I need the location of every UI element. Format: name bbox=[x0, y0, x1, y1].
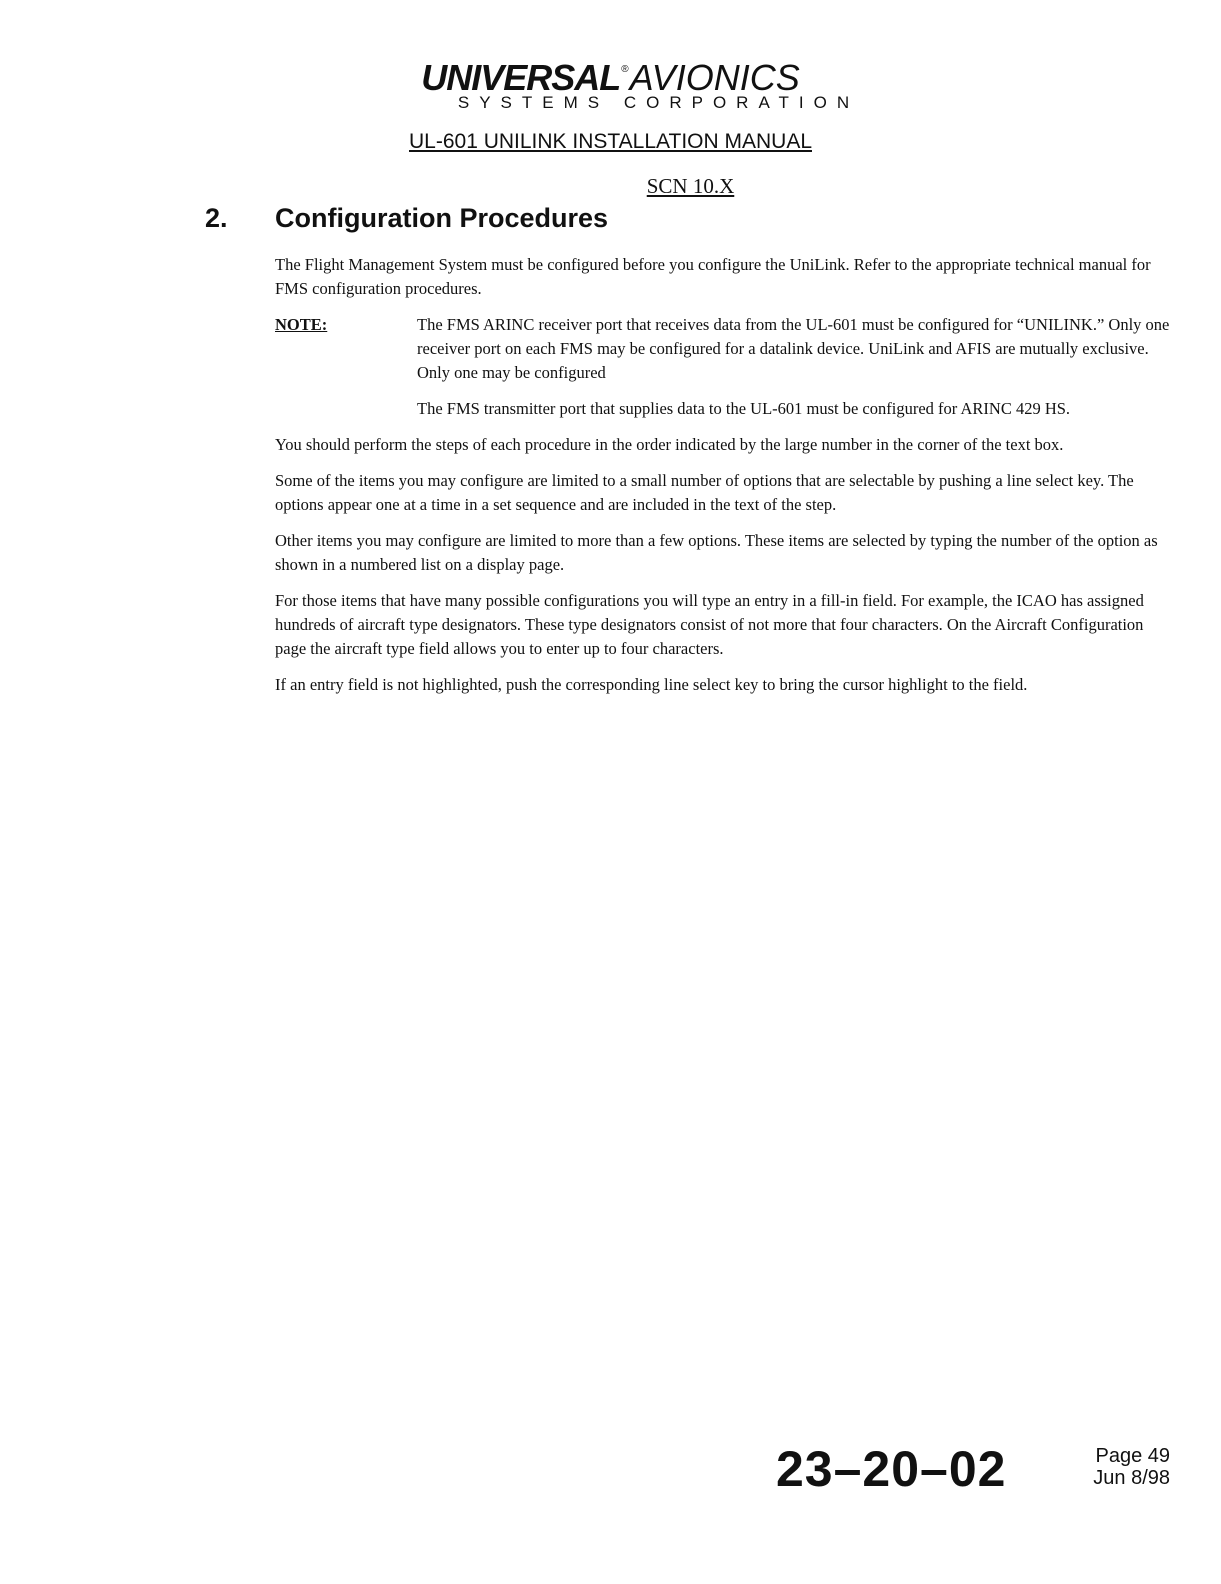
manual-title: UL-601 UNILINK INSTALLATION MANUAL bbox=[409, 130, 812, 153]
body-paragraph: Other items you may configure are limited to more than a few options. These items are selected by typing the number of the option as shown in a numbered list on a display page. bbox=[275, 531, 1158, 574]
company-logo bbox=[362, 57, 860, 112]
registered-mark: ® bbox=[621, 64, 629, 75]
body-paragraph: If an entry field is not highlighted, push the corresponding line select key to bring the cursor highlight to the field. bbox=[275, 675, 1028, 694]
section-body bbox=[275, 253, 1173, 709]
note-paragraph: The FMS transmitter port that supplies data to the UL-601 must be configured for ARINC 429 HS. bbox=[417, 399, 1071, 418]
logo-subtitle: SYSTEMS CORPORATION bbox=[457, 93, 860, 112]
logo-wordmark bbox=[362, 57, 859, 98]
section-number: 2. bbox=[205, 203, 228, 233]
note-body bbox=[417, 313, 1173, 421]
note-block bbox=[275, 313, 1173, 421]
scn-label: SCN 10.X bbox=[646, 174, 735, 198]
body-paragraph: Some of the items you may configure are limited to a small number of options that are selectable by pushing a line select key. The options appear one at a time in a set sequence and are included in the text of the step. bbox=[275, 471, 1134, 514]
page-header bbox=[0, 57, 1221, 113]
logo-product: AVIONICS bbox=[629, 57, 800, 98]
body-paragraph: You should perform the steps of each procedure in the order indicated by the large number in the corner of the text box. bbox=[275, 435, 1064, 454]
note-label: NOTE: bbox=[275, 315, 328, 334]
page-number: Page 49 bbox=[1095, 1445, 1170, 1467]
note-paragraph: The FMS ARINC receiver port that receives data from the UL-601 must be configured for “UNILINK.” Only one receiver port on each FMS may be configured for a datalink device. UniLink and AFIS are mutually exclusive. Only one may be configured bbox=[417, 315, 1170, 382]
section-title: Configuration Procedures bbox=[275, 203, 609, 233]
page-info bbox=[1070, 1445, 1170, 1489]
revision-date: Jun 8/98 bbox=[1093, 1467, 1170, 1489]
body-paragraph: For those items that have many possible configurations you will type an entry in a fill-in field. For example, the ICAO has assigned hundreds of aircraft type designators. These type designators consist of not more that four characters. On the Aircraft Configuration page the aircraft type field allows you to enter up to four characters. bbox=[275, 591, 1144, 658]
document-code: 23–20–02 bbox=[776, 1441, 1007, 1497]
logo-brand: UNIVERSAL bbox=[421, 57, 621, 98]
intro-paragraph: The Flight Management System must be configured before you configure the UniLink. Refer to the appropriate technical manual for FMS configuration procedures. bbox=[275, 255, 1151, 298]
